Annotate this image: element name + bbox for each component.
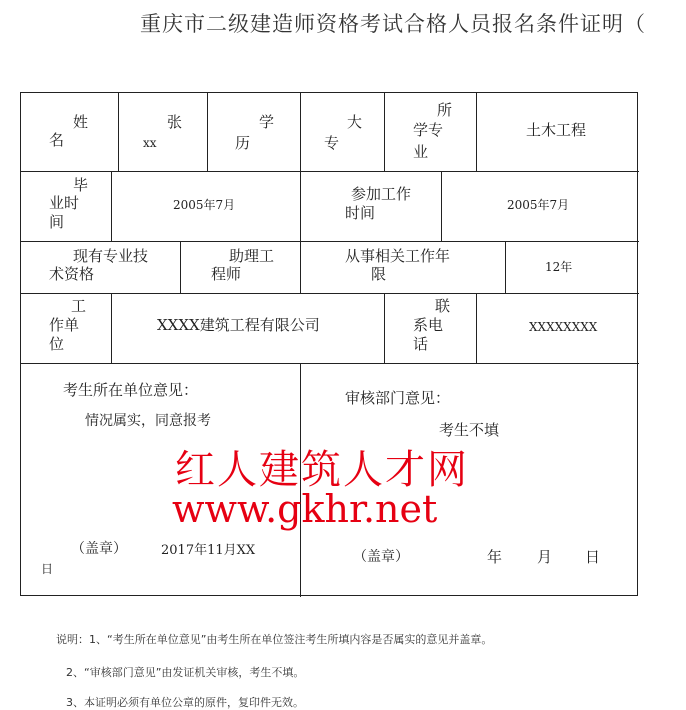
name-label: 名 [49,131,65,149]
review-day: 日 [585,548,601,566]
review-year: 年 [487,548,503,566]
phone-label: 联 [435,297,451,315]
work-years-label: 从事相关工作年 [345,247,451,265]
graduation-label: 毕 [73,176,89,194]
name-label: 姓 [73,113,89,131]
col-divider [300,241,301,293]
phone-label: 系电 [413,316,444,334]
page-title: 重庆市二级建造师资格考试合格人员报名条件证明（ [140,12,646,36]
unit-date-day: 日 [41,562,54,576]
review-opinion-label: 审核部门意见： [345,389,451,407]
col-divider [111,293,112,363]
graduation-value: 2005年7月 [173,198,236,212]
major-label: 所 [437,101,453,119]
review-opinion-text: 考生不填 [439,421,500,439]
work-start-value: 2005年7月 [507,198,570,212]
name-value: 张 [167,113,183,131]
review-stamp: （盖章） [353,549,409,565]
phone-value: XXXXXXXX [529,320,598,334]
note-line: 3、本证明必须有单位公章的原件，复印件无效。 [66,696,304,709]
review-month: 月 [537,548,553,566]
col-divider [476,93,477,171]
unit-opinion-label: 考生所在单位意见： [63,381,199,399]
major-value: 土木工程 [526,121,587,139]
row-divider [21,241,639,242]
major-label: 学专 [413,121,444,139]
education-value: 大 [347,113,363,131]
col-divider [207,93,208,171]
row-divider [21,293,639,294]
col-divider [300,171,301,241]
unit-stamp: （盖章） [71,541,127,557]
unit-date: 2017年11月XX [161,543,256,558]
employer-label: 作单 [49,316,80,334]
work-start-label: 参加工作 [351,185,412,203]
note-line: 2、“审核部门意见”由发证机关审核，考生不填。 [66,666,305,679]
graduation-label: 业时 [49,194,80,212]
work-years-value: 12年 [545,260,573,274]
row-divider [21,171,639,172]
col-divider [384,93,385,171]
col-divider [476,293,477,363]
col-divider [300,93,301,171]
work-start-label: 时间 [345,204,376,222]
work-years-label: 限 [371,265,387,283]
qualification-value: 助理工 [229,247,275,265]
name-value: xx [143,136,157,150]
employer-value: XXXX建筑工程有限公司 [157,316,320,334]
row-divider [21,363,639,364]
watermark-site-url: www.gkhr.net [172,487,438,531]
qualification-label: 术资格 [49,265,95,283]
col-divider [505,241,506,293]
qualification-value: 程师 [211,265,242,283]
qualification-label: 现有专业技 [73,247,149,265]
unit-opinion-text: 情况属实，同意报考 [85,413,211,429]
education-label: 历 [235,134,251,152]
col-divider [180,241,181,293]
education-value: 专 [324,134,340,152]
watermark-site-name: 红人建筑人才网 [175,447,469,493]
note-line: 说明：1、“考生所在单位意见”由考生所在单位签注考生所填内容是否属实的意见并盖章。 [56,633,493,646]
col-divider [118,93,119,171]
major-label: 业 [413,143,429,161]
col-divider [111,171,112,241]
education-label: 学 [259,113,275,131]
employer-label: 位 [49,335,65,353]
employer-label: 工 [71,297,87,315]
phone-label: 话 [413,335,429,353]
col-divider [384,293,385,363]
graduation-label: 间 [49,213,65,231]
col-divider [441,171,442,241]
